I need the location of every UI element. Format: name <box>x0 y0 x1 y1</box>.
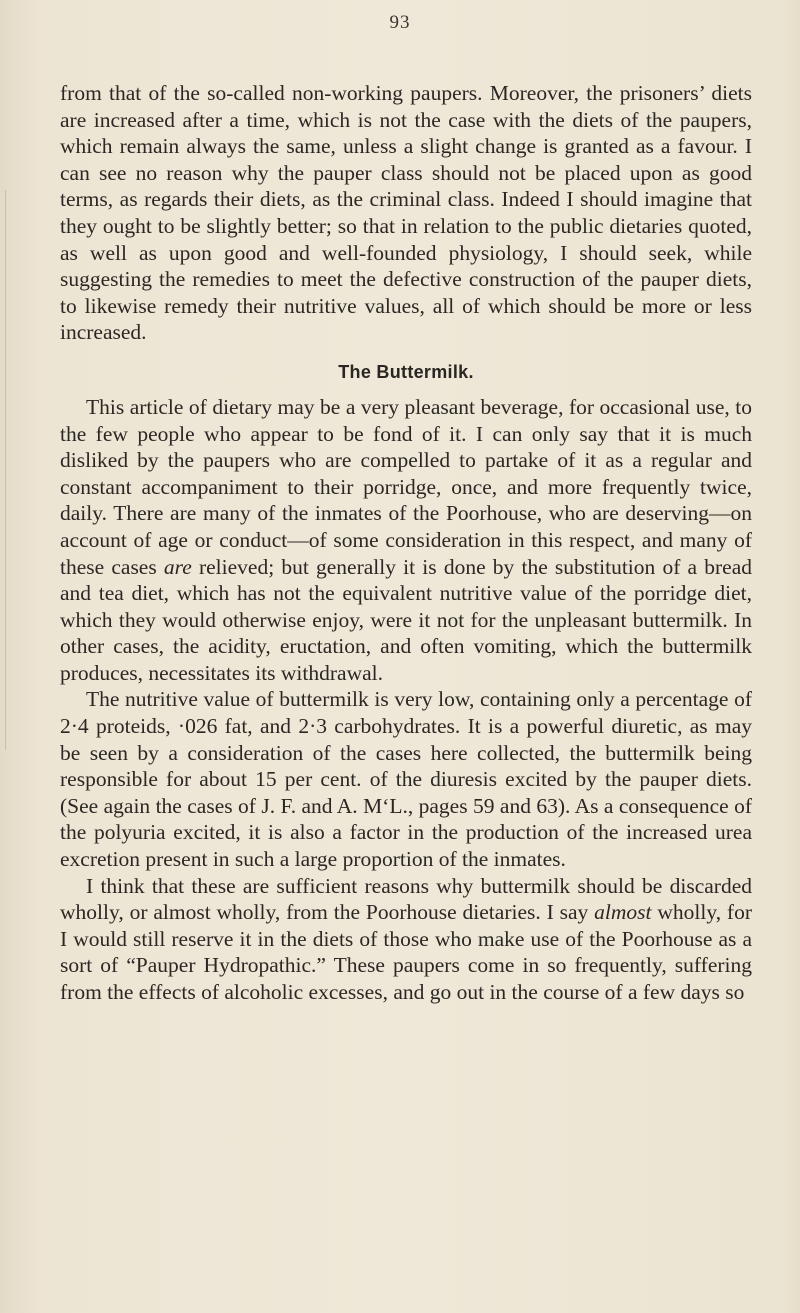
italic-emphasis: almost <box>594 900 652 925</box>
paragraph-text: This article of dietary may be a very pleasant beverage, for occasional use, to the few people who appear to be fond of it. I can only say that it is much disliked by the paupers who are compelled to partake of it as a regular and constant accompaniment to their porridge, once, and more frequently twice, daily. There are many of the inmates of the Poorhouse, who are deserving—on account of age or conduct—of some consideration in this respect, and many of these cases <box>60 394 752 579</box>
paragraph-text: I think that these are sufficient reasons why buttermilk should be discarded wholly, or almost wholly, from the Poorhouse dietaries. I say <box>60 873 752 925</box>
paragraph-conclusion <box>60 873 752 1006</box>
paragraph-continued: from that of the so-called non-working paupers. Moreover, the prisoners’ diets are increased after a time, which is not the case with the diets of the paupers, which remain always the same, unless a slight change is granted as a favour. I can see no reason why the pauper class should not be placed upon as good terms, as regards their diets, as the criminal class. Indeed I should imagine that they ought to be slightly better; so that in relation to the public dietaries quoted, as well as upon good and well-founded physiology, I should seek, while suggesting the remedies to meet the defective construction of the pauper diets, to likewise remedy their nutritive values, all of which should be more or less increased. <box>60 81 752 345</box>
paragraph-text: relieved; but generally it is done by the substitution of a bread and tea diet, which has not the equivalent nutritive value of the porridge diet, which they would otherwise enjoy, were it not for the unpleasant buttermilk. In other cases, the acidity, eructation, and often vomiting, which the buttermilk produces, necessitates its withdrawal. <box>60 554 752 685</box>
paragraph-buttermilk-intro <box>60 394 752 687</box>
section-heading: The Buttermilk. <box>338 361 474 382</box>
page-body <box>60 80 752 1006</box>
page-edge-shadow <box>5 190 6 750</box>
paragraph-nutritive-value: The nutritive value of buttermilk is very low, containing only a percentage of 2·4 proteids, ·026 fat, and 2·3 carbohydrates. It is a powerful diuretic, as may be seen by a consideration of the cases here collected, the buttermilk being responsible for about 15 per cent. of the diuresis excited by the pauper diets. (See again the cases of J. F. and A. M‘L., pages 59 and 63). As a consequence of the polyuria excited, it is also a factor in the production of the increased urea excretion present in such a large proportion of the inmates. <box>60 687 752 872</box>
paragraph-text: wholly, for I would still reserve it in the diets of those who make use of the Poorhouse as a sort of “Pauper Hydropathic.” These paupers come in so frequently, suffering from the effects of alcoholic excesses, and go out in the course of a few days so <box>60 900 753 1004</box>
page-number: 93 <box>389 12 411 33</box>
italic-emphasis: are <box>163 554 192 579</box>
